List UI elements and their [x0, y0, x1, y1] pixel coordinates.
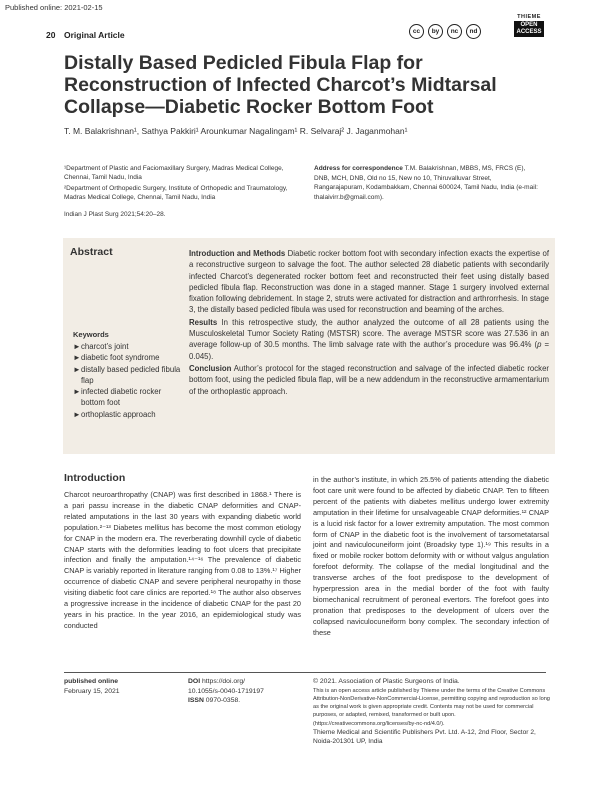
thieme-logo-text: THIEME [517, 14, 541, 20]
license-icons[interactable] [409, 24, 481, 39]
published-online-label: published online [64, 678, 118, 685]
arrow-icon: ► [73, 353, 81, 363]
arrow-icon: ► [73, 387, 81, 397]
published-online-date: February 15, 2021 [64, 687, 120, 695]
abstract-text [189, 248, 549, 398]
license-text: This is an open access article published by Thieme under the terms of the Creative Commons Attribution-NonDerivative-NonCommercial-License, permitting copying and reproduction so long as the original work is given appropriate credit. Contents may not be used for commercial purposes, or adapted, remixed, transformed or built upon. (https://creativecommons.org/licenses/by-nc-nd/4.0/). [313, 687, 550, 727]
affiliation-2: ²Department of Orthopedic Surgery, Institute of Orthopedic and Traumatology, Madras Medical College, Chennai, Tamil Nadu, India [64, 185, 288, 201]
keyword-item: ► diabetic foot syndrome [73, 353, 160, 363]
issn-value: 0970-0358. [205, 697, 241, 704]
article-type: Original Article [64, 30, 125, 40]
introduction-heading: Introduction [64, 472, 126, 484]
page-number: 20 [46, 30, 56, 40]
article-title: Distally Based Pedicled Fibula Flap for Reconstruction of Infected Charcot’s Midtarsal Collapse—Diabetic Rocker Bottom Foot [64, 52, 497, 118]
issn-label: ISSN [188, 697, 204, 704]
affiliations [64, 164, 304, 204]
abstract-sidebar [70, 246, 182, 258]
keyword-item: ► distally based pedicled fibula flap [73, 364, 181, 385]
affiliation-1: ¹Department of Plastic and Faciomaxillary Surgery, Madras Medical College, Chennai, Tamil Nadu, India [64, 165, 284, 181]
introduction-left-column [64, 490, 301, 632]
doi-label: DOI [188, 678, 201, 685]
abstract-conclusion: Conclusion Author’s protocol for the staged reconstruction and salvage of the infected diabetic rocker bottom foot, using the pedicled fibula flap, will be a new addendum in the reconstructive armamentarium of the orthoplastic approach. [189, 363, 549, 396]
arrow-icon: ► [73, 342, 81, 351]
abstract-intro-methods: Introduction and Methods Diabetic rocker bottom foot with secondary infection exacts the expertise of a reconstructive surgeon to salvage the foot. The author selected 28 diabetic patients with secondarily infected Charcot’s degenerated rocker bottom feet and reconstructed their feet using distally based pedicled fibula flap. Reconstruction was done in a staged manner. Stage 1 surgery involved external fixation following debridement. In stage 2, struts were activated for distraction and arthrorrhesis. In stage 3, the distally based pedicled fibula was used for reconstruction and beaming of the arches. [189, 249, 549, 315]
introduction-right-column [313, 475, 549, 639]
footer-doi-issn [188, 677, 264, 706]
doi-number[interactable]: 10.1055/s-0040-1719197 [188, 687, 264, 695]
thieme-open-access-logo[interactable] [514, 14, 544, 37]
correspondence-text: T.M. Balakrishnan, MBBS, MS, FRCS (E), DNB, MCH, DNB, Old no 15, New no 10, Thiruvalluvar Street, Rangarajapuram, Kodambakkam, Chennai 600024, Tamil Nadu, India (e-mail: thalaivirr.b@gmail.com). [314, 165, 538, 201]
keyword-item: ► infected diabetic rocker bottom foot [73, 387, 162, 408]
open-access-badge: OPEN ACCESS [514, 21, 544, 37]
keyword-item: ► charcot’s joint [73, 342, 129, 351]
abstract-results: Results In this retrospective study, the author analyzed the outcome of all 28 patients using the Musculoskeletal Tumor Society Rating (MSTSR) score. The average MSTSR score was 27.536 in an average follow-up of 30.5 months. The limb salvage rate with the author’s procedure was 96.4% (p = 0.045). [189, 317, 549, 361]
doi-link[interactable]: https://doi.org/ [201, 678, 246, 685]
abstract-heading: Abstract [70, 246, 113, 258]
publisher-address: Thieme Medical and Scientific Publishers Pvt. Ltd. A-12, 2nd Floor, Sector 2, Noida-201301 UP, India [313, 728, 536, 746]
keywords-heading: Keywords [73, 330, 109, 339]
nc-icon: nc [447, 24, 462, 39]
citation: Indian J Plast Surg 2021;54:20–28. [64, 211, 166, 218]
keywords-list [73, 341, 183, 420]
cc-icon: cc [409, 24, 424, 39]
footer-published [64, 677, 120, 696]
nd-icon: nd [466, 24, 481, 39]
correspondence-label: Address for correspondence [314, 165, 403, 172]
body-paragraph: in the author’s institute, in which 25.5% of patients attending the diabetic foot care unit were found to be affected by diabetic CNAP. Ten to fifteen percent of the patients with diabetes mellitus undergo lower extremity amputation in their lifetime for unsalvageable CNAP deformities.¹² CNAP is a lucid risk factor for a lower extremity amputation. The most common form of CNAP in the diabetic foot is the involvement of tarsometatarsal joint and naviculocuneiform joint (Broadsky type 1).¹⁹ This results in a fixed or mobile rocker bottom deformity with or without valgus angulation forefoot deformity. The collapse of the medial longitudinal and the transverse arches of the foot predispose to the development of hyperpression area in the medial border of the foot with faulty biomechanical recruitment of peroneal evertors. The forefoot goes into pronation that predisposes to the development of ulcers over the collapsed naviculocuneiform bony complex. The secondary infection of these [313, 475, 549, 637]
by-icon: by [428, 24, 443, 39]
copyright: © 2021. Association of Plastic Surgeons of India. [313, 678, 460, 685]
body-paragraph: Charcot neuroarthropathy (CNAP) was first described in 1868.¹ There is a pari passu increase in the diabetic CNAP deformities and CNAP-related amputations in the last 30 years with expanding diabetic world population.²⁻¹³ Diabetes mellitus has become the most common etiology for CNAP in the modern era. The reverberating downhill cycle of diabetic CNAP starts with the deformities leading to foot ulcers that precipitate infection and finally the amputation.¹⁴⁻¹⁶ The prevalence of diabetic CNAP is variably reported in literature ranging from 0.08 to 13%.¹⁷ Higher occurrence of diabetic CNAP and severe peripheral neuropathy in those visiting diabetic foot care clinics are reported.¹⁸ The author also observes a progressive increase in the incidence of diabetic CNAP for the past 20 years in his practice. In the year 2016, an epidemiological study was conducted [64, 490, 301, 630]
author-list: T. M. Balakrishnan¹, Sathya Pakkiri¹ Arounkumar Nagalingam¹ R. Selvaraj² J. Jaganmohan¹ [64, 126, 408, 136]
arrow-icon: ► [73, 409, 81, 419]
correspondence [314, 164, 542, 202]
arrow-icon: ► [73, 364, 81, 374]
footer-license [313, 677, 550, 747]
footer-divider [64, 672, 546, 673]
published-online-stamp: Published online: 2021-02-15 [5, 3, 103, 12]
keyword-item: ► orthoplastic approach [73, 409, 156, 419]
